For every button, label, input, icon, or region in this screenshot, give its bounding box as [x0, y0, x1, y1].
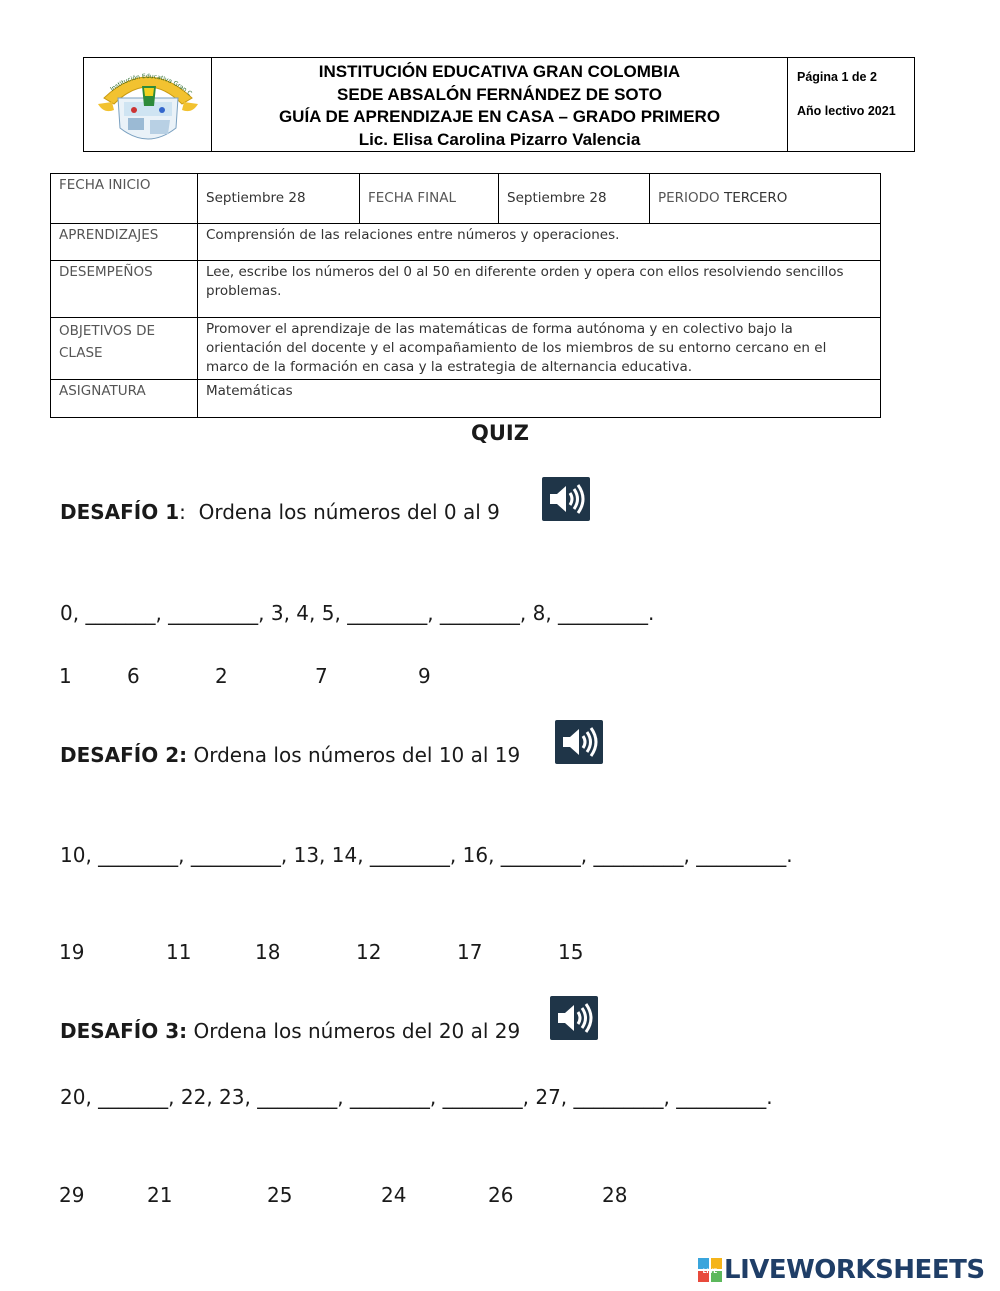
asignatura-label: ASIGNATURA: [51, 380, 198, 418]
challenge-3-text: Ordena los números del 20 al 29: [187, 1019, 521, 1043]
fecha-inicio-value: Septiembre 28: [198, 174, 360, 224]
challenge-2-title: DESAFÍO 2:: [60, 743, 188, 767]
school-crest-icon: [84, 58, 212, 151]
number-tile[interactable]: 11: [166, 940, 192, 964]
aprendizajes-label: APRENDIZAJES: [51, 224, 198, 261]
school-year: Año lectivo 2021: [797, 104, 896, 118]
guide-title: GUÍA DE APRENDIZAJE EN CASA – GRADO PRIMERO: [278, 107, 721, 126]
challenge-1-title-suffix: :: [179, 500, 186, 524]
school-logo: [84, 58, 212, 151]
teacher-name: Lic. Elisa Carolina Pizarro Valencia: [358, 129, 641, 149]
challenge-2-heading: [60, 743, 520, 767]
challenge-1-sequence: 0, _______, _________, 3, 4, 5, ________, ________, 8, _________.: [60, 601, 655, 625]
speaker-icon: [555, 720, 603, 764]
campus-name: SEDE ABSALÓN FERNÁNDEZ DE SOTO: [337, 84, 662, 104]
desempenos-value: Lee, escribe los números del 0 al 50 en diferente orden y opera con ellos resolviendo sencillos problemas.: [198, 261, 881, 318]
document-header: [83, 57, 915, 152]
institution-name: INSTITUCIÓN EDUCATIVA GRAN COLOMBIA: [318, 62, 681, 81]
header-title-block: [212, 58, 788, 151]
challenge-2-sequence: 10, ________, _________, 13, 14, ________, 16, ________, _________, _________.: [60, 843, 793, 867]
brand-logo-letters: LIVE: [702, 1268, 718, 1275]
challenge-1-title: DESAFÍO 1: [60, 500, 180, 524]
fecha-inicio-label: FECHA INICIO: [51, 174, 198, 224]
number-tile[interactable]: 17: [457, 940, 483, 964]
objetivos-label: OBJETIVOS DE CLASE: [51, 318, 198, 380]
challenge-3-title: DESAFÍO 3:: [60, 1019, 188, 1043]
liveworksheets-logo: [698, 1256, 985, 1284]
challenge-3-audio-button[interactable]: [550, 996, 598, 1040]
fecha-final-label: FECHA FINAL: [360, 174, 499, 224]
number-tile[interactable]: 12: [356, 940, 382, 964]
number-tile[interactable]: 24: [381, 1183, 407, 1207]
number-tile[interactable]: 9: [418, 664, 431, 688]
page-number: Página 1 de 2: [797, 70, 877, 84]
challenge-1-audio-button[interactable]: [542, 477, 590, 521]
objetivos-value: Promover el aprendizaje de las matemáticas de forma autónoma y en colectivo bajo la orientación del docente y el acompañamiento de los miembros de su entorno cercano en el marco de la formación en casa y la estrategia de alternancia educativa.: [198, 318, 881, 380]
number-tile[interactable]: 28: [602, 1183, 628, 1207]
asignatura-value: Matemáticas: [198, 380, 881, 418]
speaker-icon: [550, 996, 598, 1040]
number-tile[interactable]: 2: [215, 664, 228, 688]
brand-name: LIVEWORKSHEETS: [724, 1255, 985, 1285]
number-tile[interactable]: 26: [488, 1183, 514, 1207]
challenge-2-audio-button[interactable]: [555, 720, 603, 764]
svg-text:Institución Educativa Gran Col: Institución Educativa Gran C: [109, 72, 194, 98]
number-tile[interactable]: 15: [558, 940, 584, 964]
number-tile[interactable]: 1: [59, 664, 72, 688]
number-tile[interactable]: 25: [267, 1183, 293, 1207]
aprendizajes-value: Comprensión de las relaciones entre números y operaciones.: [198, 224, 881, 261]
number-tile[interactable]: 19: [59, 940, 85, 964]
quiz-title: QUIZ: [471, 421, 529, 445]
number-tile[interactable]: 21: [147, 1183, 173, 1207]
challenge-3-sequence: 20, _______, 22, 23, ________, ________, ________, 27, _________, _________.: [60, 1085, 773, 1109]
fecha-final-value: Septiembre 28: [499, 174, 650, 224]
number-tile[interactable]: 29: [59, 1183, 85, 1207]
header-meta: [788, 58, 914, 151]
periodo-label: PERIODO: [658, 190, 720, 206]
number-tile[interactable]: 6: [127, 664, 140, 688]
speaker-icon: [542, 477, 590, 521]
periodo-value: TERCERO: [723, 190, 788, 206]
challenge-1-text: Ordena los números del 0 al 9: [185, 500, 500, 524]
challenge-1-heading: [60, 500, 500, 524]
desempenos-label: DESEMPEÑOS: [51, 261, 198, 318]
guide-info-table: [50, 173, 881, 418]
challenge-3-heading: [60, 1019, 520, 1043]
liveworksheets-icon: [698, 1258, 722, 1282]
number-tile[interactable]: 18: [255, 940, 281, 964]
challenge-2-text: Ordena los números del 10 al 19: [187, 743, 521, 767]
number-tile[interactable]: 7: [315, 664, 328, 688]
periodo-cell: [650, 174, 881, 224]
